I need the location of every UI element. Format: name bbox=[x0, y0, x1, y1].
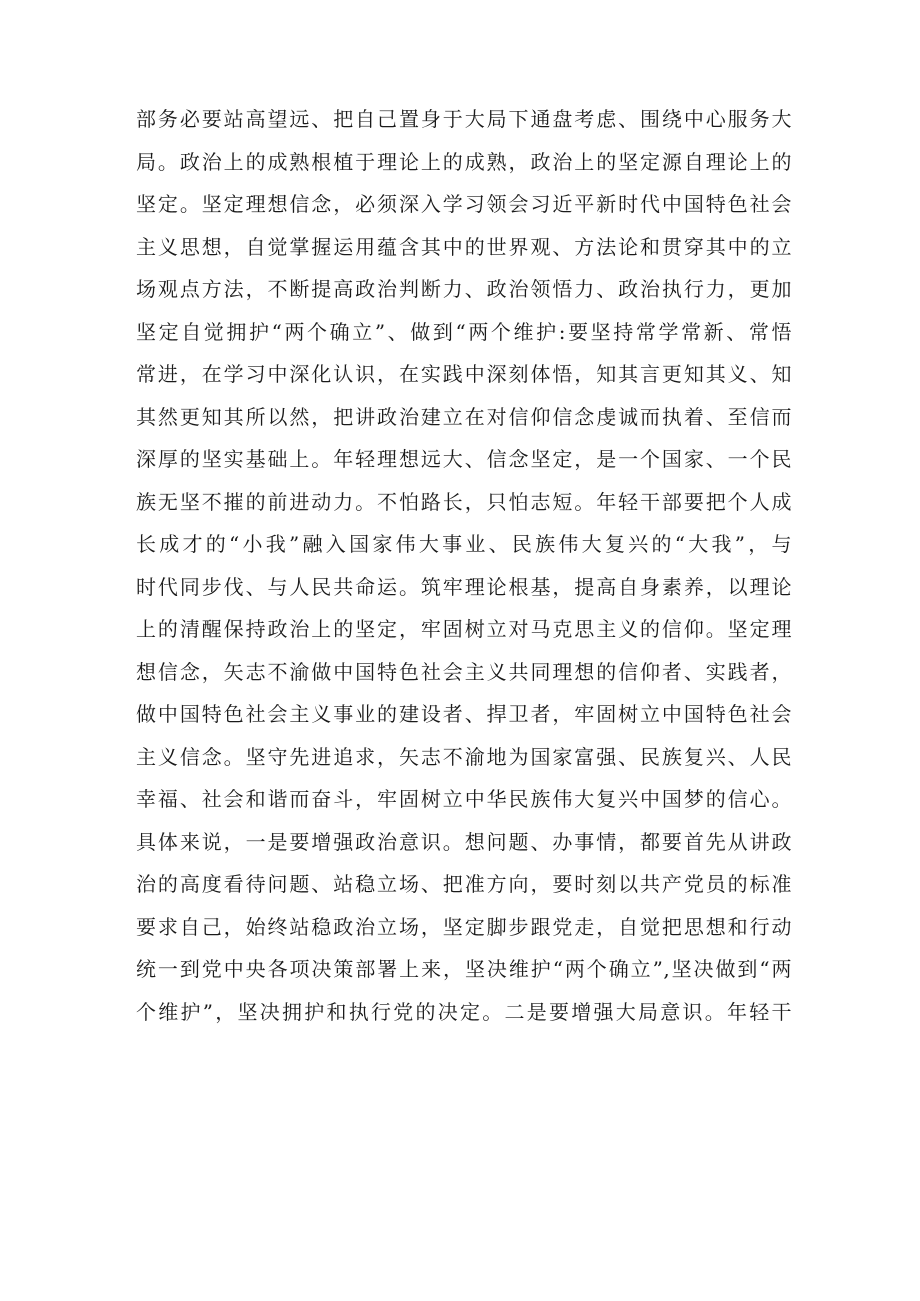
text-line: 个维护”，坚决拥护和执行党的决定。二是要增强大局意识。年轻干 bbox=[136, 999, 792, 1024]
text-line: 做中国特色社会主义事业的建设者、捍卫者，牢固树立中国特色社会 bbox=[136, 702, 792, 726]
text-line: 坚定。坚定理想信念，必须深入学习领会习近平新时代中国特色社会 bbox=[136, 192, 792, 216]
text-line: 上的清醒保持政治上的坚定，牢固树立对马克思主义的信仰。坚定理 bbox=[136, 617, 792, 641]
text-line: 主义思想，自觉掌握运用蕴含其中的世界观、方法论和贯穿其中的立 bbox=[136, 234, 792, 259]
text-line: 幸福、社会和谐而奋斗，牢固树立中华民族伟大复兴中国梦的信心。 bbox=[136, 787, 792, 811]
text-line: 族无坚不摧的前进动力。不怕路长，只怕志短。年轻干部要把个人成 bbox=[136, 489, 792, 514]
text-line: 坚定自觉拥护“两个确立”、做到“两个维护:要坚持常学常新、常悟 bbox=[136, 319, 792, 344]
text-line: 治的高度看待问题、站稳立场、把准方向，要时刻以共产党员的标准 bbox=[136, 872, 792, 896]
text-line: 想信念，矢志不渝做中国特色社会主义共同理想的信仰者、实践者， bbox=[136, 659, 792, 684]
text-line: 主义信念。坚守先进追求，矢志不渝地为国家富强、民族复兴、人民 bbox=[136, 744, 792, 769]
text-line: 统一到党中央各项决策部署上来，坚决维护“两个确立”,坚决做到“两 bbox=[136, 957, 792, 981]
text-line: 时代同步伐、与人民共命运。筑牢理论根基，提高自身素养，以理论 bbox=[136, 574, 792, 599]
text-line: 长成才的“小我”融入国家伟大事业、民族伟大复兴的“大我”，与 bbox=[136, 532, 792, 556]
text-line: 深厚的坚实基础上。年轻理想远大、信念坚定，是一个国家、一个民 bbox=[136, 447, 792, 471]
text-line: 具体来说，一是要增强政治意识。想问题、办事情，都要首先从讲政 bbox=[136, 829, 792, 854]
text-line: 部务必要站高望远、把自己置身于大局下通盘考虑、围绕中心服务大 bbox=[136, 107, 792, 131]
text-line: 场观点方法，不断提高政治判断力、政治领悟力、政治执行力，更加 bbox=[136, 277, 792, 301]
text-line: 其然更知其所以然，把讲政治建立在对信仰信念虔诚而执着、至信而 bbox=[136, 404, 792, 429]
text-line: 要求自己，始终站稳政治立场，坚定脚步跟党走，自觉把思想和行动 bbox=[136, 914, 792, 939]
text-line: 常进，在学习中深化认识，在实践中深刻体悟，知其言更知其义、知 bbox=[136, 362, 792, 386]
body-text bbox=[136, 98, 792, 1033]
text-line: 局。政治上的成熟根植于理论上的成熟，政治上的坚定源自理论上的 bbox=[136, 149, 792, 174]
